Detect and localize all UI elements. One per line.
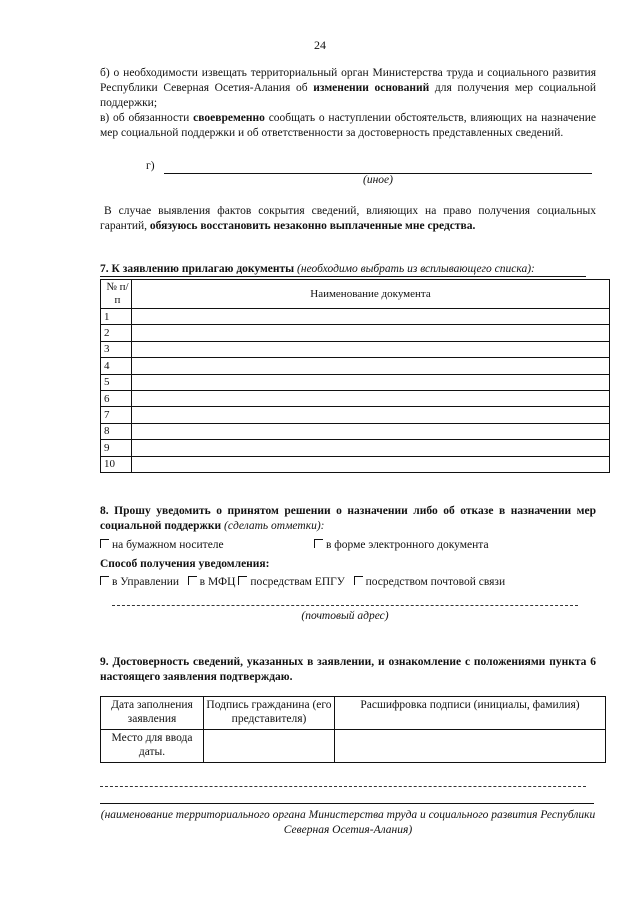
table-row[interactable]: 6 — [101, 390, 610, 406]
obligation-g-label: г) — [146, 160, 155, 172]
table-row[interactable]: 7 — [101, 407, 610, 423]
documents-table-header — [101, 280, 610, 309]
table-row[interactable]: 1 — [101, 309, 610, 325]
document-cell[interactable] — [132, 440, 610, 456]
method-options — [100, 576, 505, 588]
section7-title: 7. К заявлению прилагаю документы (необходимо выбрать из всплывающего списка): — [100, 263, 535, 275]
date-input-cell[interactable]: Место для ввода даты. — [101, 730, 204, 763]
table-row[interactable]: 10 — [101, 456, 610, 472]
table-row[interactable]: 8 — [101, 423, 610, 439]
authority-name-line[interactable] — [100, 803, 594, 804]
checkbox-icon[interactable] — [100, 539, 109, 548]
document-cell[interactable] — [132, 341, 610, 357]
checkbox-icon[interactable] — [100, 576, 109, 585]
decode-cell[interactable] — [335, 730, 606, 763]
notify-paper-option[interactable]: на бумажном носителе — [100, 539, 224, 551]
signature-input-row — [101, 730, 606, 763]
checkbox-icon[interactable] — [238, 576, 247, 585]
method-mfc-option[interactable]: в МФЦ — [188, 576, 236, 588]
signature-table — [100, 696, 606, 763]
signature-cell[interactable] — [204, 730, 335, 763]
table-row[interactable]: 4 — [101, 358, 610, 374]
document-cell[interactable] — [132, 374, 610, 390]
table-row[interactable]: 3 — [101, 341, 610, 357]
signature-header-row — [101, 697, 606, 730]
col-num-header: № п/п — [101, 280, 132, 309]
document-cell[interactable] — [132, 309, 610, 325]
col-date-header: Дата заполнения заявления — [101, 697, 204, 730]
table-row[interactable]: 5 — [101, 374, 610, 390]
obligations-block — [100, 66, 596, 141]
checkbox-icon[interactable] — [354, 576, 363, 585]
section8-title: 8. Прошу уведомить о принятом решении о назначении либо об отказе в назначении мер социальной поддержки (сделать отметки): — [100, 505, 596, 532]
obligation-v: в) об обязанности своевременно сообщать о наступлении обстоятельств, влияющих на назначение мер социальной поддержки и об ответственности за достоверность представленных сведений. — [100, 112, 596, 139]
postal-address-line[interactable] — [112, 605, 578, 606]
method-epgu-option[interactable]: посредствам ЕПГУ — [238, 576, 345, 588]
document-cell[interactable] — [132, 358, 610, 374]
page-number: 24 — [314, 38, 326, 52]
footer-dashed-line — [100, 786, 586, 787]
table-row[interactable]: 9 — [101, 440, 610, 456]
postal-address-caption: (почтовый адрес) — [301, 610, 389, 622]
documents-table — [100, 279, 610, 473]
col-sign-header: Подпись гражданина (его представителя) — [204, 697, 335, 730]
notify-electronic-option[interactable]: в форме электронного документа — [314, 539, 489, 551]
checkbox-icon[interactable] — [188, 576, 197, 585]
table-row[interactable]: 2 — [101, 325, 610, 341]
method-title: Способ получения уведомления: — [100, 558, 270, 570]
section7-underline — [100, 276, 586, 277]
concealment-paragraph: В случае выявления фактов сокрытия сведений, влияющих на право получения социальных гарантий, обязуюсь восстановить незаконно выплаченные мне средства. — [100, 205, 596, 232]
other-caption: (иное) — [363, 174, 393, 186]
footer-caption: (наименование территориального органа Министерства труда и социального развития Республики Северная Осетия-Алания) — [100, 809, 596, 836]
col-name-header: Наименование документа — [132, 280, 610, 309]
document-cell[interactable] — [132, 456, 610, 472]
obligation-b: б) о необходимости извещать территориальный орган Министерства труда и социального развития Республики Северная Осетия-Алания об изменении оснований для получения мер социальной поддержки; — [100, 67, 597, 109]
method-post-option[interactable]: посредством почтовой связи — [354, 576, 506, 588]
checkbox-icon[interactable] — [314, 539, 323, 548]
document-cell[interactable] — [132, 407, 610, 423]
section9-title: 9. Достоверность сведений, указанных в заявлении, и ознакомление с положениями пункта 6 настоящего заявления подтверждаю. — [100, 656, 596, 683]
col-decode-header: Расшифровка подписи (инициалы, фамилия) — [335, 697, 606, 730]
method-office-option[interactable]: в Управлении — [100, 576, 179, 588]
document-cell[interactable] — [132, 325, 610, 341]
document-cell[interactable] — [132, 390, 610, 406]
document-cell[interactable] — [132, 423, 610, 439]
